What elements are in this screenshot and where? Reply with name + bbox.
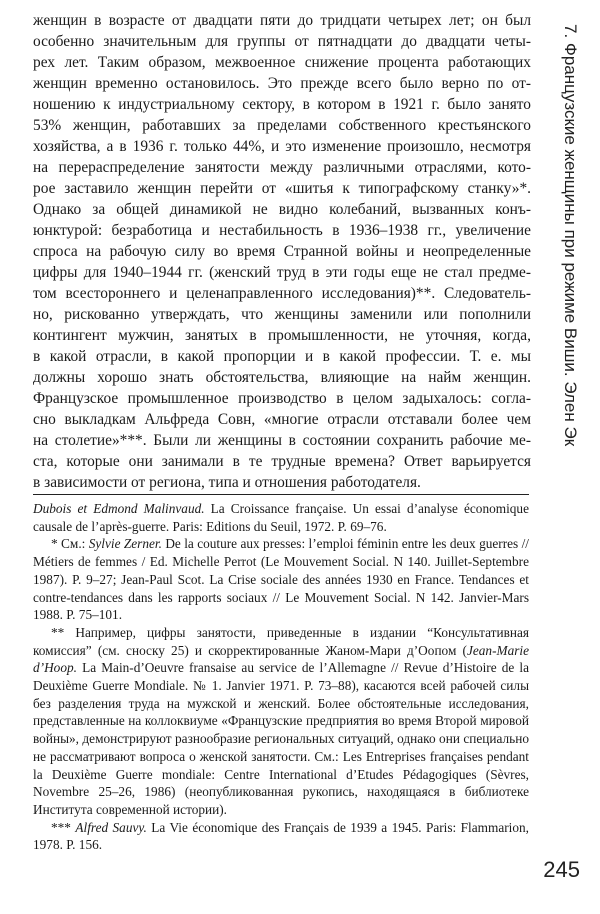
text-line: контингент мужчин, занятых в промышленности, не уточняя, когда, (33, 327, 531, 344)
text-line: рое заставило женщин перейти от «шитья к типографскому станку»*. (33, 180, 531, 197)
footnote-marker: * (51, 536, 58, 552)
text-line: ношению к индустриальному сектору, в котором в 1921 г. было занято (33, 96, 531, 113)
footnote-marker: ** (51, 624, 65, 640)
text-line: женщин временно остановилось. Это прежде всего было верно по от- (33, 75, 531, 92)
footnote-3: *** Alfred Sauvy. La Vie économique des Français de 1939 a 1945. Paris: Flammarion, 1978. P. 156. (33, 819, 529, 853)
footnote-continuation: Dubois et Edmond Malinvaud. La Croissance française. Un essai d’analyse économique causale de l’après-guerre. Paris: Editions du Seuil, 1972. P. 69–76. (33, 501, 529, 534)
footnote-author: Jean-Marie d’Hoop. (33, 642, 529, 676)
text-line: хозяйства, а в 1936 г. только 44%, и это изменение произошло, несмотря (33, 138, 531, 155)
footnote-2: ** Например, цифры занятости, приведенные в издании “Консультативная комиссия” (см. сноску 25) и скорректированные Жаном-Мари д’Оопом (Jean-Marie d’Hoop. La Main-d’Oeuvre fransaise au service de l’Allemagne // Revue d’Histoire de la Deuxième Guerre Mondiale. № 1. Janvier 1971. P. 73–88), касаются всей рабочей силы без разделения труда на мужской и женский. Более обстоятельные исследования, представленные на коллоквиуме «Французские предприятия во время Второй мировой войны», демонстрируют разнообразие региональных ситуаций, однако они специально не рассматривают вопроса о женской занятости. См.: Les Entreprises françaises pendant la Deuxième Guerre mondiale: Centre International d’Etudes Pédagogiques (Sèvres, Novembre 25–26, 1986) (неопубликованная рукопись, находящаяся в библиотеке Института современной истории). (33, 624, 529, 817)
main-text (33, 10, 531, 493)
text-line: в какой отрасли, в какой пропорции и в какой профессии. Т. е. мы (33, 348, 531, 365)
footnote-author: Sylvie Zerner. (88, 536, 162, 552)
page-number: 245 (543, 857, 580, 882)
text-line: женщин в возрасте от двадцати пяти до тридцати четырех лет; он был (33, 12, 531, 29)
text-line: на перераспределение занятости между различными отраслями, кото- (33, 159, 531, 176)
text-line: в зависимости от региона, типа и отношения работодателя. (33, 474, 421, 491)
footnote-author: Alfred Sauvy. (75, 819, 147, 835)
footnote-author: Dubois et Edmond Malinvaud. (33, 501, 205, 516)
text-line: на столетие»***. Были ли женщины в состоянии сохранить рабочие ме- (33, 432, 531, 449)
text-line: но, рискованно утверждать, что женщины заменили или пополнили (33, 306, 531, 323)
text-line: Французское промышленное производство в целом задыхалось: согла- (33, 390, 531, 407)
running-head (555, 24, 585, 714)
text-line: особенно значительным для группы от пятнадцати до двадцати четы- (33, 33, 531, 50)
footnote-1: * См.: Sylvie Zerner. De la couture aux presses: l’emploi féminin entre les deux guerres // Métiers de femmes / Ed. Michelle Perrot (Le Mouvement Social. N 140. Juillet-Septembre 1987). P. 9–27; Jean-Paul Scot. La Crise sociale des années 1930 en France. Tendances et contre-tendances dans les rapports sociaux // Le Mouvement Social. N 142. Janvier-Mars 1988. P. 75–101. (33, 536, 530, 623)
text-line: сно выкладкам Альфреда Совн, «многие отрасли отставали более чем (33, 411, 531, 428)
footnotes (33, 500, 529, 854)
text-line: Однако за общей динамикой не видно колебаний, вызванных конъ- (33, 201, 531, 218)
footnote-divider (33, 494, 529, 495)
text-line: должны хорошо знать обстоятельства, влияющие на найм женщин. (33, 369, 531, 386)
text-line: том всестороннего и целенаправленного исследования)**. Следователь- (33, 285, 531, 302)
text-line: рех лет. Таким образом, межвоенное снижение процента работающих (33, 54, 531, 71)
text-line: ста, которые они занимали в те трудные времена? Ответ варьируется (33, 453, 531, 470)
running-head-text: 7. Французские женщины при режиме Виши. Элен Эк (561, 24, 580, 447)
text-line: цифры для 1940–1944 гг. (женский труд в эти годы еще не стал предме- (33, 264, 531, 281)
footnote-marker: *** (51, 819, 71, 835)
text-line: юнктурой: безработица и нестабильность в 1936–1938 гг., увеличение (33, 222, 531, 239)
text-line: 53% женщин, работавших за пределами собственного крестьянского (33, 117, 531, 134)
text-line: спроса на рабочую силу во время Странной войны и неопределенные (33, 243, 531, 260)
